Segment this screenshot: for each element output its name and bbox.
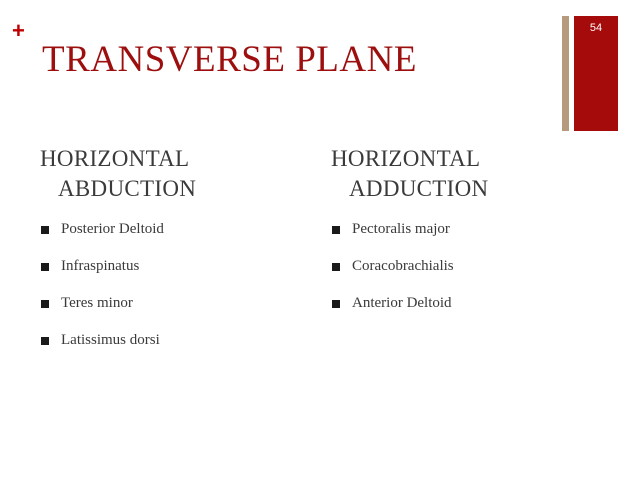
adduction-column: [331, 144, 561, 322]
decorative-tan-bar: [562, 16, 569, 131]
adduction-muscle-list: [331, 211, 561, 322]
slide-title: TRANSVERSE PLANE: [42, 39, 417, 80]
abduction-heading-line2: ABDUCTION: [58, 176, 197, 201]
square-bullet-icon: [41, 337, 49, 345]
list-item: [331, 211, 561, 248]
list-item: [40, 285, 290, 322]
list-item-label: Anterior Deltoid: [352, 295, 452, 311]
adduction-heading: [331, 144, 561, 204]
abduction-column: [40, 144, 290, 359]
plus-mark: +: [12, 18, 25, 43]
list-item: [40, 211, 290, 248]
list-item: [331, 248, 561, 285]
list-item: [40, 248, 290, 285]
square-bullet-icon: [41, 263, 49, 271]
list-item-label: Posterior Deltoid: [61, 221, 164, 237]
square-bullet-icon: [332, 226, 340, 234]
list-item-label: Teres minor: [61, 295, 133, 311]
list-item-label: Infraspinatus: [61, 258, 140, 274]
square-bullet-icon: [332, 263, 340, 271]
abduction-heading-line1: HORIZONTAL: [40, 146, 190, 171]
adduction-heading-line1: HORIZONTAL: [331, 146, 481, 171]
square-bullet-icon: [332, 300, 340, 308]
list-item-label: Coracobrachialis: [352, 258, 454, 274]
list-item-label: Pectoralis major: [352, 221, 450, 237]
list-item-label: Latissimus dorsi: [61, 332, 160, 348]
square-bullet-icon: [41, 226, 49, 234]
abduction-muscle-list: [40, 211, 290, 359]
list-item: [40, 322, 290, 359]
square-bullet-icon: [41, 300, 49, 308]
list-item: [331, 285, 561, 322]
abduction-heading: [40, 144, 290, 204]
adduction-heading-line2: ADDUCTION: [349, 176, 489, 201]
slide-number: 54: [589, 22, 603, 34]
